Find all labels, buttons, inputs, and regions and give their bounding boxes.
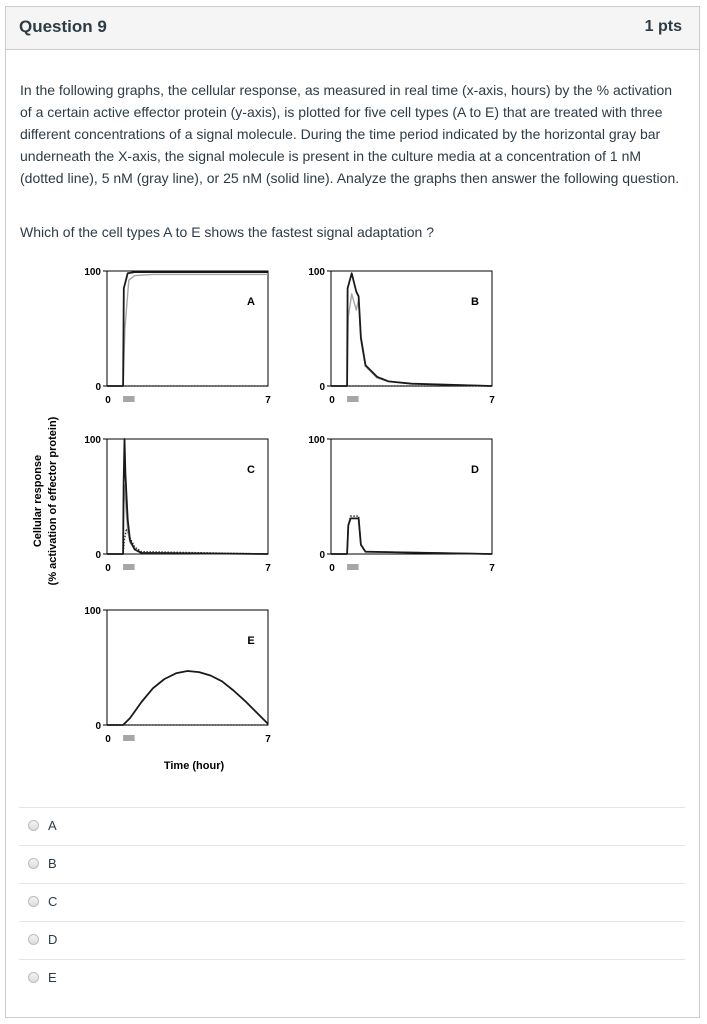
plot-frame [107,439,268,554]
series-line-25nm [331,518,492,554]
y-tick-label-0: 0 [319,382,325,393]
x-tick-label-0: 0 [105,395,111,406]
signal-bar [123,396,135,402]
y-tick-label-100: 100 [308,267,325,278]
series-line-25nm [107,671,268,725]
plot-frame [107,610,268,725]
answer-label: D [48,932,58,947]
answer-option-a[interactable] [19,807,685,845]
radio-button[interactable] [28,934,39,945]
signal-bar [123,735,135,741]
x-tick-label-7: 7 [265,734,271,745]
radio-button[interactable] [28,858,39,869]
x-tick-label-7: 7 [265,563,271,574]
y-tick-label-100: 100 [308,435,325,446]
y-tick-label-0: 0 [319,550,325,561]
x-tick-label-0: 0 [329,395,335,406]
series-line-1nm [107,529,268,554]
y-tick-label-0: 0 [95,550,101,561]
answer-option-e[interactable] [19,959,685,997]
panel-d [308,435,495,574]
panel-e [84,606,271,745]
signal-bar [123,564,135,570]
y-tick-label-100: 100 [84,435,101,446]
y-tick-label-100: 100 [84,267,101,278]
panel-c [84,435,271,574]
series-line-5nm [331,518,492,554]
question-text: In the following graphs, the cellular response, as measured in real time (x-axis, hours) by the % activation of a certain active effector protein (y-axis), is plotted for five cell types (A to E) that are treated with three different concentrations of a signal molecule. During the time period indicated by the horizontal gray bar underneath the X-axis, the signal molecule is present in the culture media at a concentration of 1 nM (dotted line), 5 nM (gray line), or 25 nM (solid line). Analyze the graphs then answer the following question. [20,82,680,186]
panel-label: C [247,464,255,476]
series-line-25nm [331,273,492,386]
panel-b [308,267,495,406]
x-axis-label: Time (hour) [163,760,225,772]
answer-option-c[interactable] [19,883,685,921]
panel-label: D [471,464,479,476]
panel-a [84,267,271,406]
plot-frame [331,271,492,386]
question-card [5,6,700,1018]
answer-label: B [48,856,57,871]
answer-option-b[interactable] [19,845,685,883]
x-tick-label-0: 0 [105,563,111,574]
y-tick-label-0: 0 [95,382,101,393]
series-line-5nm [331,294,492,386]
panel-label: A [247,296,255,308]
x-tick-label-0: 0 [329,563,335,574]
answer-label: E [48,970,57,985]
signal-bar [347,564,359,570]
signal-bar [347,396,359,402]
series-line-25nm [107,439,268,554]
question-prompt: Which of the cell types A to E shows the fastest signal adaptation ? [20,224,435,240]
question-header [6,7,699,50]
question-points: 1 pts [644,18,682,35]
question-title: Question 9 [19,17,107,36]
y-tick-label-0: 0 [95,721,101,732]
y-axis-label-line2: (% activation of effector protein) [47,416,59,586]
panel-label: B [471,296,479,308]
answer-option-d[interactable] [19,921,685,959]
x-tick-label-7: 7 [489,563,495,574]
plot-frame [107,271,268,386]
radio-button[interactable] [28,896,39,907]
x-tick-label-7: 7 [265,395,271,406]
plot-frame [331,439,492,554]
series-line-25nm [107,272,268,386]
answer-label: A [48,818,57,833]
series-line-5nm [107,274,268,386]
panel-label: E [247,635,255,647]
series-line-1nm [331,516,492,554]
series-line-5nm [107,485,268,554]
answer-list [19,807,685,997]
y-axis-label-line1: Cellular response [32,454,44,548]
x-tick-label-7: 7 [489,395,495,406]
x-tick-label-0: 0 [105,734,111,745]
answer-label: C [48,894,58,909]
radio-button[interactable] [28,820,39,831]
radio-button[interactable] [28,972,39,983]
y-tick-label-100: 100 [84,606,101,617]
